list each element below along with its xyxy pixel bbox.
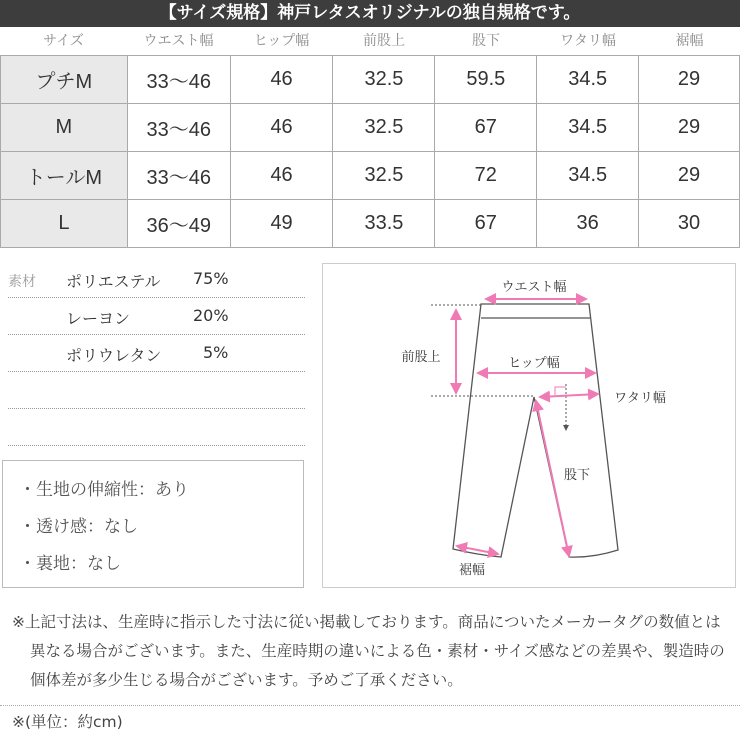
pants-diagram <box>322 263 736 588</box>
col-header: サイズ <box>43 33 84 49</box>
value-cell: 33.5 <box>333 200 435 248</box>
size-label-cell: プチM <box>1 56 128 104</box>
value-cell: 32.5 <box>333 104 435 152</box>
material-name: ポリウレタン <box>66 346 162 365</box>
col-header: 前股上 <box>363 33 405 49</box>
features-box <box>2 460 304 588</box>
table-header <box>0 27 740 55</box>
col-header: ワタリ幅 <box>560 33 616 49</box>
value-cell: 36 <box>537 200 639 248</box>
label-rise: 前股上 <box>401 350 441 365</box>
material-pct: 75% <box>193 269 229 288</box>
table-row <box>1 56 740 104</box>
material-name: ポリエステル <box>66 272 161 291</box>
value-cell: 46 <box>230 56 333 104</box>
table-row <box>1 152 740 200</box>
value-cell: 46 <box>230 152 333 200</box>
value-cell: 29 <box>639 104 740 152</box>
size-label-cell: M <box>1 104 128 152</box>
feature-stretch: ・生地の伸縮性：あり <box>19 480 189 500</box>
value-cell: 29 <box>639 56 740 104</box>
size-label-cell: L <box>1 200 128 248</box>
col-header: 裾幅 <box>675 33 704 49</box>
col-header: 股下 <box>472 33 500 49</box>
value-cell: 34.5 <box>537 152 639 200</box>
material-pct: 5% <box>203 343 229 362</box>
material-row-empty <box>8 372 305 409</box>
hem-arrow <box>457 546 498 554</box>
value-cell: 29 <box>639 152 740 200</box>
value-cell: 36〜49 <box>127 200 230 248</box>
value-cell: 32.5 <box>333 56 435 104</box>
thigh-arrow <box>540 394 598 397</box>
value-cell: 59.5 <box>435 56 537 104</box>
value-cell: 72 <box>435 152 537 200</box>
label-hip: ヒップ幅 <box>508 356 560 371</box>
col-header: ヒップ幅 <box>253 33 310 49</box>
value-cell: 34.5 <box>537 56 639 104</box>
value-cell: 46 <box>230 104 333 152</box>
table-row <box>1 104 740 152</box>
unit-note: ※(単位：約cm) <box>12 713 123 731</box>
banner-title: 【サイズ規格】神戸レタスオリジナルの独自規格です。 <box>0 0 740 27</box>
label-waist: ウエスト幅 <box>501 280 567 295</box>
value-cell: 34.5 <box>537 104 639 152</box>
value-cell: 33〜46 <box>127 152 230 200</box>
pants-outline <box>453 304 618 557</box>
value-cell: 33〜46 <box>127 104 230 152</box>
divider <box>0 705 740 706</box>
size-label-cell: トールM <box>1 152 128 200</box>
label-hem: 裾幅 <box>458 563 486 578</box>
value-cell: 67 <box>435 200 537 248</box>
value-cell: 30 <box>639 200 740 248</box>
material-label: 素材 <box>8 274 36 290</box>
material-row-empty <box>8 409 305 446</box>
label-thigh: ワタリ幅 <box>614 391 666 406</box>
material-row <box>8 298 305 335</box>
disclaimer-note: ※上記寸法は、生産時に指示した寸法に従い掲載しております。商品についたメーカータグの数値とは異なる場合がございます。また、生産時期の違いによる色・素材・サイズ感などの差異や、製造時の個体差が多少生じる場合がございます。予めご了承ください。 <box>12 613 725 689</box>
material-row <box>8 335 305 372</box>
material-row <box>8 261 305 298</box>
feature-lining: ・裏地：なし <box>19 554 121 574</box>
material-pct: 20% <box>193 306 229 325</box>
material-name: レーヨン <box>66 309 131 328</box>
table-row <box>1 200 740 248</box>
col-header: ウエスト幅 <box>143 33 214 49</box>
value-cell: 33〜46 <box>127 56 230 104</box>
size-table <box>0 55 740 248</box>
value-cell: 49 <box>230 200 333 248</box>
value-cell: 32.5 <box>333 152 435 200</box>
value-cell: 67 <box>435 104 537 152</box>
label-inseam: 股下 <box>563 468 591 483</box>
feature-sheer: ・透け感：なし <box>19 517 138 537</box>
